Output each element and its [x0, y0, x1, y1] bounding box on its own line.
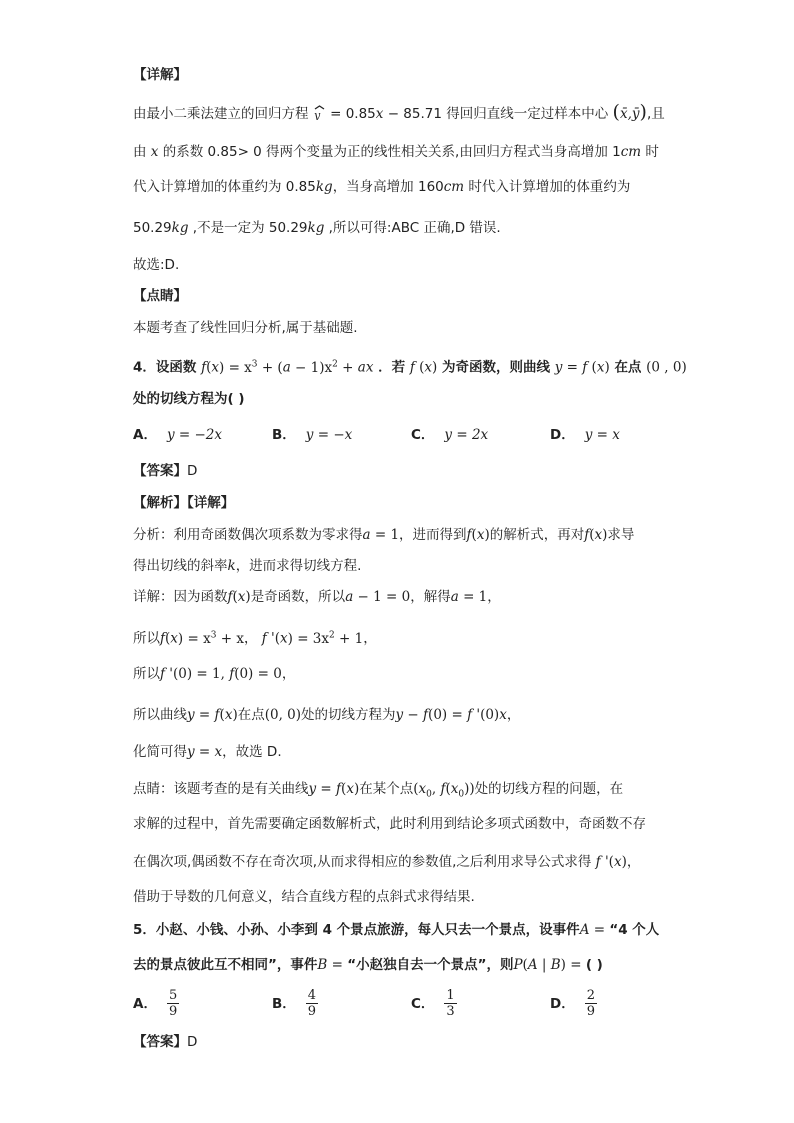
- comment-text: 本题考查了线性回归分析,属于基础题.: [133, 320, 358, 336]
- remark-line: 借助于导数的几何意义，结合直线方程的点斜式求得结果.: [133, 889, 475, 905]
- question-4-stem: 4．设函数 $f(x) = x^3 + (a - 1)x^2$ + ax ．若 f (x) 为奇函数，则曲线 y = f (x) 在点 (0 , 0): [133, 359, 687, 376]
- y-hat-symbol-icon: [313, 105, 326, 120]
- detail-line: 所以曲线y = f(x)在点(0, 0)处的切线方程为y − f(0) = f '(0)x，: [133, 707, 521, 723]
- remark-line: 在偶次项,偶函数不存在奇次项,从而求得相应的参数值,之后利用求导公式求得 f '(x)，: [133, 854, 641, 870]
- comment-heading: 【点睛】: [133, 288, 187, 304]
- question-5-stem-line2: 去的景点彼此互不相同”，事件B = “小赵独自去一个景点”，则P(A | B) = ( ): [133, 957, 603, 973]
- detail-line: 所以f '(0) = 1, f(0) = 0，: [133, 666, 296, 682]
- svg-text:y: y: [313, 109, 321, 120]
- answer-line: 【答案】D: [133, 463, 198, 479]
- analysis-line: 分析：利用奇函数偶次项系数为零求得a = 1，进而得到f(x)的解析式，再对f(x)求导: [133, 527, 635, 543]
- option-c[interactable]: C． y = 2x: [411, 427, 489, 443]
- fraction: $\frac{2}{9}$: [586, 988, 595, 1019]
- detail-line: 详解：因为函数f(x)是奇函数，所以a − 1 = 0，解得a = 1，: [133, 589, 501, 605]
- question-5-stem: 5．小赵、小钱、小孙、小李到 4 个景点旅游，每人只去一个景点，设事件A = “4 个人: [133, 922, 660, 938]
- fraction: $\frac{5}{9}$: [168, 988, 178, 1019]
- option-b[interactable]: B． y = −x: [272, 427, 353, 443]
- paragraph-line: 50.29kg ,不是一定为 50.29kg ,所以可得:ABC 正确,D 错误.: [133, 220, 501, 236]
- analysis-heading: 【解析】【详解】: [133, 495, 235, 511]
- sample-center: (x̄,ȳ): [612, 101, 647, 123]
- question-4-stem-line2: 处的切线方程为( ): [133, 391, 245, 407]
- option-a[interactable]: A． $\frac{5}{9}$: [133, 988, 178, 1019]
- option-c[interactable]: C． $\frac{1}{3}$: [411, 988, 455, 1019]
- detail-line: 化简可得y = x，故选 D.: [133, 744, 282, 760]
- detail-heading: 【详解】: [133, 67, 187, 83]
- option-d[interactable]: D． $\frac{2}{9}$: [550, 988, 595, 1019]
- question-4-options: [133, 424, 693, 446]
- remark-line: 点睛：该题考查的是有关曲线y = f(x)在某个点($x_0$, $f(x_0)$)处的切线方程的问题，在: [133, 781, 624, 800]
- analysis-line: 得出切线的斜率k，进而求得切线方程.: [133, 558, 362, 574]
- fraction: $\frac{1}{3}$: [446, 988, 455, 1019]
- answer-line: 【答案】D: [133, 1034, 198, 1050]
- option-a[interactable]: A． y = −2x: [133, 427, 222, 443]
- paragraph-line: 由 x 的系数 0.85> 0 得两个变量为正的线性相关关系,由回归方程式当身高增加 1cm 时: [133, 144, 659, 160]
- conclusion-text: 故选:D.: [133, 257, 180, 273]
- question-5-options: [133, 988, 693, 1019]
- option-b[interactable]: B． $\frac{4}{9}$: [272, 988, 317, 1019]
- detail-line: 所以$f(x) = x^3 + x$， f '$(x) = 3x^2 + 1$，: [133, 630, 377, 647]
- option-d[interactable]: D． y = x: [550, 427, 620, 443]
- paragraph-line: 代入计算增加的体重约为 0.85kg，当身高增加 160cm 时代入计算增加的体重约为: [133, 179, 631, 195]
- remark-line: 求解的过程中，首先需要确定函数解析式，此时利用到结论多项式函数中，奇函数不存: [133, 816, 646, 832]
- paragraph-line: 由最小二乘法建立的回归方程 y = 0.85x − 85.71 得回归直线一定过样本中心 (x̄,ȳ),且: [133, 101, 665, 123]
- fraction: $\frac{4}{9}$: [307, 988, 317, 1019]
